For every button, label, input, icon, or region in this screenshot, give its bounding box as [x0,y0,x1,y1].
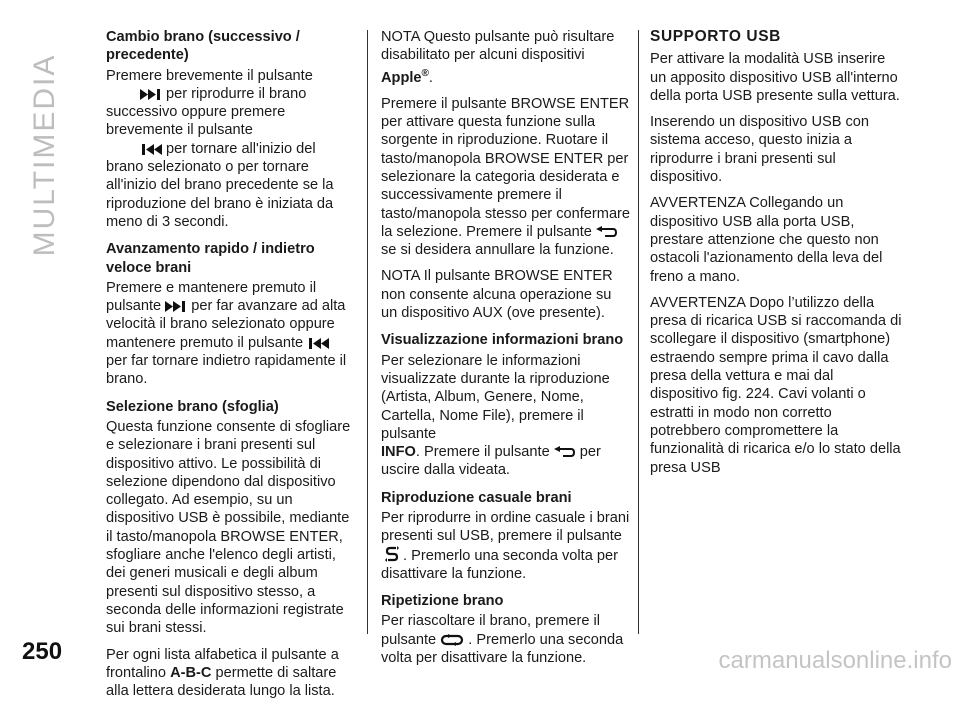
heading-browse: Selezione brano (sfoglia) [106,398,279,415]
paragraph-browse: Questa funzione consente di sfogliare e selezionare i brani presenti sul dispositivo attivo. Le possibilità di selezione dipendono dal dispositivo collegato. Ad esempio, su un dispositivo USB è possibile, mediante il tasto/manopola BROWSE ENTER, sfogliare anche l'elenco degli artisti, dei generi musicali e degli album presenti sul dispositivo stesso, a seconda delle informazioni registrate sui brani stessi. [106,418,351,637]
paragraph-warning-handbrake: AVVERTENZA Collegando un dispositivo USB alla porta USB, prestare attenzione che questo non ostacoli l'azionamento della leva del freno a mano. [650,195,883,285]
heading-repeat: Ripetizione brano [381,593,504,610]
column-divider-1 [367,30,368,634]
abc-key-label: A-B-C [170,664,212,681]
heading-shuffle: Riproduzione casuale brani [381,489,572,506]
heading-fast-forward: Avanzamento rapido / indietro veloce brani [106,241,315,276]
paragraph-track-change: Premere brevemente il pulsante per riprodurre il brano successivo oppure premere brevemente il pulsante per tornare all'inizio del brano selezionato o per tornare all'inizio del brano precedente se la riproduzione del brano è iniziata da meno di 3 secondi. [106,67,334,230]
page-number: 250 [22,638,63,665]
previous-track-icon [140,144,162,155]
heading-track-change: Cambio brano (successivo / precedente) [106,29,300,64]
column-3 [650,28,902,485]
paragraph-browse-enter: Premere il pulsante BROWSE ENTER per attivare questa funzione sulla sorgente in riproduzione. Ruotare il tasto/manopola BROWSE ENTER per selezionare la categoria desiderata e successivamente premere il tasto/manopola stesso per confermare la selezione. Premere il pulsante se si desidera annullare la funzione. [381,95,631,259]
back-icon [554,446,576,458]
paragraph-fast-forward: Premere e mantenere premuto il pulsante per far avanzare ad alta velocità il brano selezionato oppure mantenere premuto il pulsante per far tornare indietro rapidamente il brano. [106,279,347,388]
paragraph-abc: Per ogni lista alfabetica il pulsante a frontalino A-B-C permette di saltare alla lettera desiderata lungo la lista. [106,646,339,700]
info-key-label: INFO [381,444,416,461]
back-icon [596,226,618,238]
repeat-icon [440,634,464,646]
column-1 [106,28,354,708]
section-label-text: MULTIMEDIA [28,53,61,257]
next-track-icon [140,89,162,100]
heading-track-info: Visualizzazione informazioni brano [381,332,624,349]
usb-section-title: SUPPORTO USB [650,28,781,45]
paragraph-usb-insert: Inserendo un dispositivo USB con sistema acceso, questo inizia a riprodurre i brani presenti sul dispositivo. [650,114,870,186]
paragraph-track-info: Per selezionare le informazioni visualizzate durante la riproduzione (Artista, Album, Genere, Nome, Cartella, Nome File), premere il pulsante INFO. Premere il pulsante per uscire dalla videata. [381,352,610,479]
shuffle-icon [385,546,399,562]
previous-track-icon [307,338,329,349]
paragraph-repeat: Per riascoltare il brano, premere il pulsante . Premerlo una seconda volta per disattivare la funzione. [381,613,624,667]
paragraph-usb-mode: Per attivare la modalità USB inserire un apposito dispositivo USB all'interno della porta USB presente sulla vettura. [650,51,900,104]
paragraph-apple-note: NOTA Questo pulsante può risultare disabilitato per alcuni dispositivi Apple®. [381,29,615,86]
paragraph-shuffle: Per riprodurre in ordine casuale i brani presenti sul USB, premere il pulsante . Premerlo una seconda volta per disattivare la funzione. [381,509,630,582]
column-divider-2 [638,30,639,634]
paragraph-aux-note: NOTA Il pulsante BROWSE ENTER non consente alcuna operazione su un dispositivo AUX (ove presente). [381,268,613,322]
watermark: carmanualsonline.info [718,647,952,674]
paragraph-warning-charging: AVVERTENZA Dopo l’utilizzo della presa di ricarica USB si raccomanda di scollegare il dispositivo (smartphone) estraendo sempre prima il cavo dalla presa della vettura e mai dal dispositivo fig. 224. Cavi volanti o estratti in modo non corretto potrebbero compromettere la funzionalità di ricarica e/o lo stato della presa USB [650,294,902,476]
next-track-icon [165,301,187,312]
section-label [20,20,70,290]
column-2 [381,28,631,675]
apple-brand: Apple [381,69,422,86]
